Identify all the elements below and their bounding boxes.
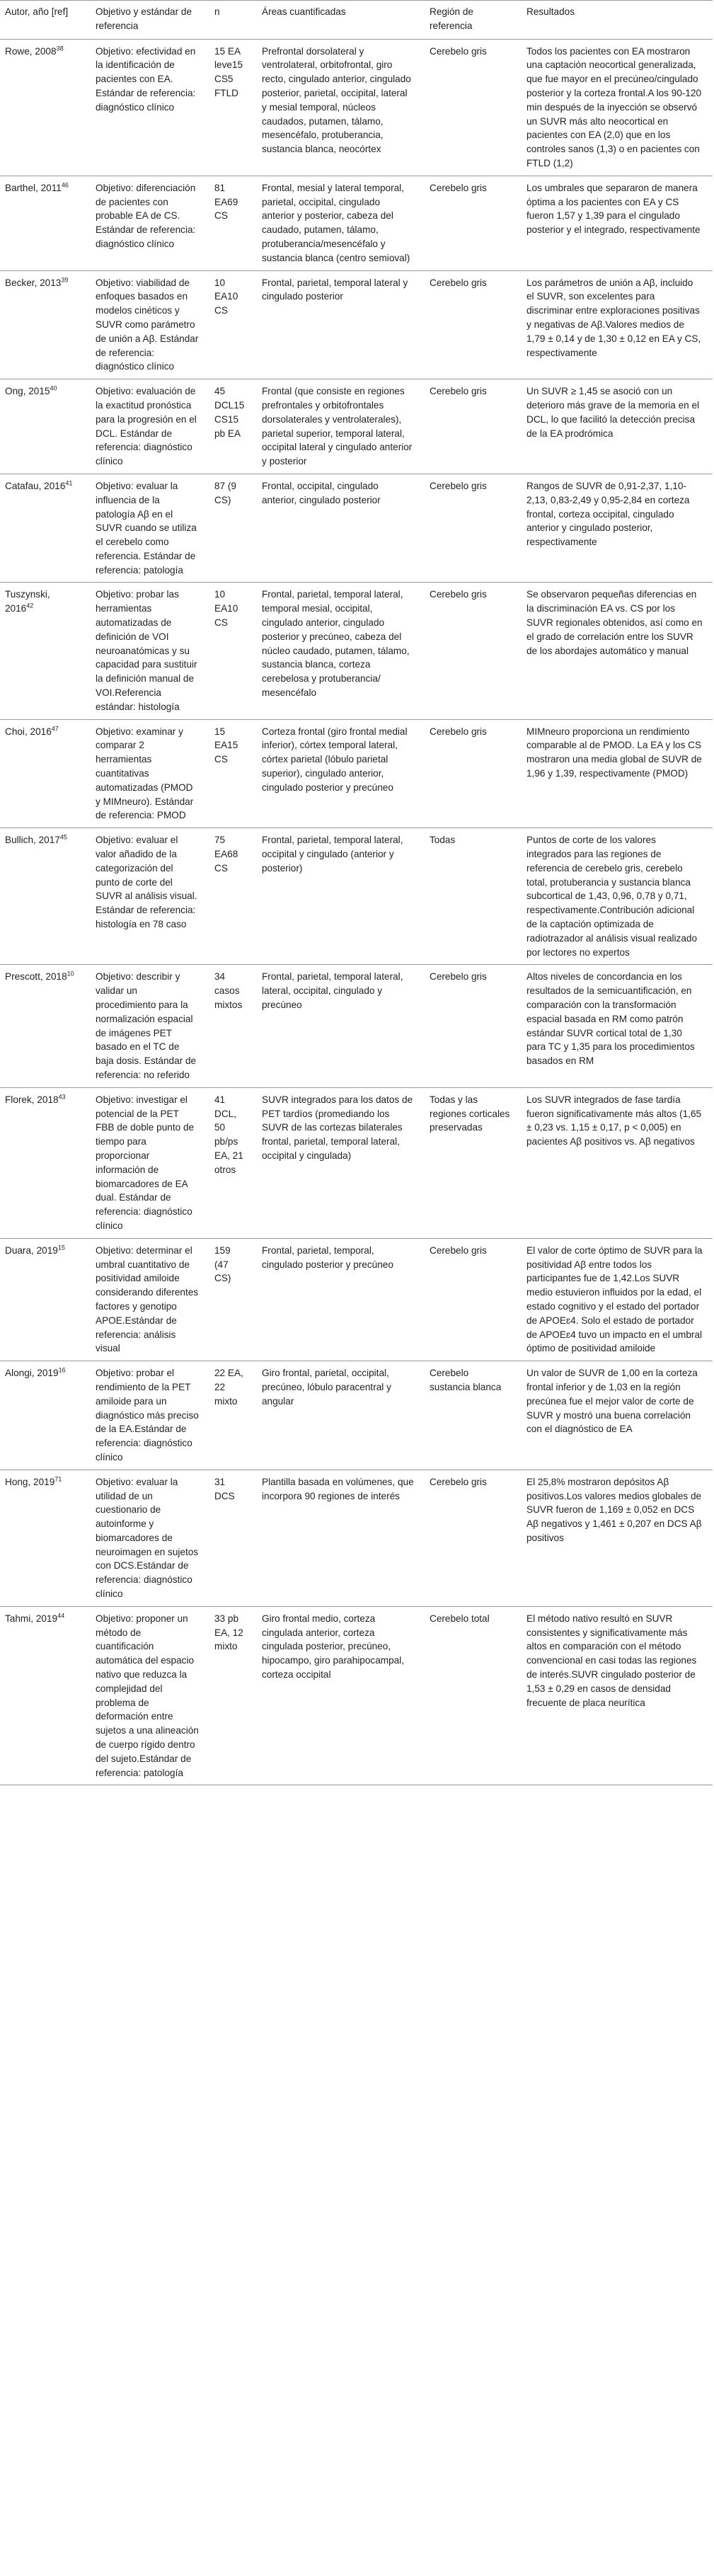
reference-number: 38 xyxy=(56,45,64,52)
reference-number: 16 xyxy=(58,1366,66,1374)
cell-objective: Objetivo: evaluar la utilidad de un cuestionario de autoinforme y biomarcadores de neuroimagen en sujetos con DCS.Estándar de referencia: diagnóstico clínico xyxy=(91,1470,209,1606)
cell-areas: Giro frontal medio, corteza cingulada anterior, corteza cingulada posterior, precúneo, hipocampo, giro parahipocampal, corteza occipital xyxy=(257,1606,425,1785)
author-text: Alongi, 2019 xyxy=(5,1368,59,1379)
cell-region: Cerebelo gris xyxy=(425,1238,522,1361)
cell-areas: Frontal, mesial y lateral temporal, parietal, occipital, cingulado anterior y posterior, cabeza del caudado, putamen, tálamo, protuberancia/mesencéfalo y sustancia blanca (centro semioval) xyxy=(257,176,425,270)
cell-n: 31 DCS xyxy=(209,1470,257,1606)
cell-areas: Frontal, parietal, temporal lateral, occipital y cingulado (anterior y posterior) xyxy=(257,828,425,965)
cell-areas: Frontal, occipital, cingulado anterior, cingulado posterior xyxy=(257,474,425,583)
cell-areas: Frontal, parietal, temporal lateral y cingulado posterior xyxy=(257,270,425,379)
reference-number: 39 xyxy=(61,276,69,284)
cell-areas: Plantilla basada en volúmenes, que incorpora 90 regiones de interés xyxy=(257,1470,425,1606)
cell-results: Todos los pacientes con EA mostraron una captación neocortical generalizada, que fue mayor en el precúneo/cingulado posterior y la corteza frontal.A los 90-120 min después de la inyección se observó un SUVR más alto neocortical en pacientes con EA (2,0) que en los controles sanos (1,3) o en pacientes con FTLD (1,2) xyxy=(522,39,713,176)
reference-number: 10 xyxy=(67,970,74,978)
author-text: Tahmi, 2019 xyxy=(5,1613,58,1624)
cell-objective: Objetivo: determinar el umbral cuantitativo de positividad amiloide considerando diferentes factores y genotipo APOE.Estándar de referencia: análisis visual xyxy=(91,1238,209,1361)
reference-number: 40 xyxy=(50,384,57,392)
reference-number: 42 xyxy=(26,602,34,609)
header-region: Región de referencia xyxy=(425,1,522,40)
cell-results: El 25,8% mostraron depósitos Aβ positivos.Los valores medios globales de SUVR fueron de 1,169 ± 0,052 en DCS Aβ negativos y 1,461 ± 0,207 en DCS Aβ positivos xyxy=(522,1470,713,1606)
cell-areas: Frontal, parietal, temporal lateral, lateral, occipital, cingulado y precúneo xyxy=(257,965,425,1087)
cell-objective: Objetivo: describir y validar un procedimiento para la normalización espacial de imágenes PET basado en el TC de baja dosis. Estándar de referencia: no referido xyxy=(91,965,209,1087)
cell-results: Altos niveles de concordancia en los resultados de la semicuantificación, en comparación con la transformación espacial basada en RM como patrón estándar SUVR cortical total de 1,30 para TC y 1,35 para los procedimientos basados en RM xyxy=(522,965,713,1087)
cell-objective: Objetivo: viabilidad de enfoques basados en modelos cinéticos y SUVR como parámetro de unión a Aβ. Estándar de referencia: diagnóstico clínico xyxy=(91,270,209,379)
author-text: Catafau, 2016 xyxy=(5,480,66,491)
cell-region: Cerebelo gris xyxy=(425,583,522,719)
cell-region: Cerebelo gris xyxy=(425,270,522,379)
cell-results: MIMneuro proporciona un rendimiento comparable al de PMOD. La EA y los CS mostraron una media global de SUVR de 1,96 y 1,39, respectivamente (PMOD) xyxy=(522,719,713,828)
header-objective: Objetivo y estándar de referencia xyxy=(91,1,209,40)
cell-region: Todas xyxy=(425,828,522,965)
cell-n: 10 EA10 CS xyxy=(209,270,257,379)
author-text: Tuszynski, 2016 xyxy=(5,589,50,614)
author-text: Barthel, 2011 xyxy=(5,182,62,193)
cell-author xyxy=(0,1238,91,1361)
reference-number: 71 xyxy=(54,1475,62,1483)
table-row xyxy=(0,583,713,719)
author-text: Rowe, 2008 xyxy=(5,45,57,57)
header-row xyxy=(0,1,713,40)
cell-areas: SUVR integrados para los datos de PET tardíos (promediando los SUVR de las cortezas bilaterales frontal, parietal, temporal lateral, occipital y cingulada) xyxy=(257,1087,425,1238)
cell-author xyxy=(0,965,91,1087)
cell-author xyxy=(0,270,91,379)
cell-results: Los umbrales que separaron de manera óptima a los pacientes con EA y CS fueron 1,57 y 1,39 para el cingulado posterior y el integrado, respectivamente xyxy=(522,176,713,270)
cell-author xyxy=(0,39,91,176)
cell-author xyxy=(0,1606,91,1785)
reference-number: 44 xyxy=(57,1612,65,1620)
table-row xyxy=(0,1087,713,1238)
table-row xyxy=(0,1361,713,1470)
cell-n: 10 EA10 CS xyxy=(209,583,257,719)
cell-objective: Objetivo: efectividad en la identificación de pacientes con EA. Estándar de referencia: diagnóstico clínico xyxy=(91,39,209,176)
table-row xyxy=(0,965,713,1087)
cell-region: Cerebelo gris xyxy=(425,474,522,583)
table-row xyxy=(0,176,713,270)
table-row xyxy=(0,828,713,965)
table-row xyxy=(0,474,713,583)
table-row xyxy=(0,1470,713,1606)
cell-objective: Objetivo: probar las herramientas automatizadas de definición de VOI neuroanatómicas y su capacidad para sustituir la definición manual de VOI.Referencia estándar: histología xyxy=(91,583,209,719)
cell-author xyxy=(0,379,91,474)
reference-number: 47 xyxy=(51,725,59,733)
author-text: Florek, 2018 xyxy=(5,1094,59,1105)
cell-region: Cerebelo sustancia blanca xyxy=(425,1361,522,1470)
cell-region: Cerebelo gris xyxy=(425,379,522,474)
cell-n: 87 (9 CS) xyxy=(209,474,257,583)
cell-objective: Objetivo: examinar y comparar 2 herramientas cuantitativas automatizadas (PMOD y MIMneuro). Estándar de referencia: PMOD xyxy=(91,719,209,828)
cell-results: Un valor de SUVR de 1,00 en la corteza frontal inferior y de 1,03 en la región precúnea fue el mejor valor de corte de SUVR y mostró una buena correlación con el diagnóstico de EA xyxy=(522,1361,713,1470)
cell-n: 41 DCL, 50 pb/ps EA, 21 otros xyxy=(209,1087,257,1238)
reference-number: 43 xyxy=(58,1093,66,1101)
cell-results: El valor de corte óptimo de SUVR para la positividad Aβ entre todos los participantes fue de 1,42.Los SUVR medio estuvieron influidos por la edad, el estado cognitivo y el estado del portador de APOEɛ4. Solo el estado de portador de APOEɛ4 tuvo un impacto en el umbral óptimo de positividad amiloide xyxy=(522,1238,713,1361)
cell-objective: Objetivo: probar el rendimiento de la PET amiloide para un diagnóstico más preciso de la EA.Estándar de referencia: diagnóstico clínico xyxy=(91,1361,209,1470)
cell-author xyxy=(0,1087,91,1238)
cell-region: Cerebelo gris xyxy=(425,176,522,270)
cell-author xyxy=(0,1470,91,1606)
author-text: Becker, 2013 xyxy=(5,277,62,288)
header-areas: Áreas cuantificadas xyxy=(257,1,425,40)
table-row xyxy=(0,270,713,379)
cell-objective: Objetivo: proponer un método de cuantificación automática del espacio nativo que reduzca la complejidad del problema de deformación entre sujetos a una alineación de cuerpo rígido dentro del sujeto.Estándar de referencia: patología xyxy=(91,1606,209,1785)
cell-results: Un SUVR ≥ 1,45 se asoció con un deterioro más grave de la memoria en el DCL, lo que facilitó la detección precisa de la EA prodrómica xyxy=(522,379,713,474)
table-header xyxy=(0,1,713,40)
cell-region: Cerebelo gris xyxy=(425,39,522,176)
table-row xyxy=(0,719,713,828)
cell-n: 159 (47 CS) xyxy=(209,1238,257,1361)
cell-results: Los parámetros de unión a Aβ, incluido el SUVR, son excelentes para discriminar entre exploraciones positivas y negativas de Aβ.Valores medios de 1,79 ± 0,14 y de 1,30 ± 0,12 en EA y CS, respectivamente xyxy=(522,270,713,379)
header-results: Resultados xyxy=(522,1,713,40)
reference-number: 41 xyxy=(65,479,73,487)
cell-n: 22 EA, 22 mixto xyxy=(209,1361,257,1470)
cell-author xyxy=(0,474,91,583)
cell-objective: Objetivo: investigar el potencial de la PET FBB de doble punto de tiempo para proporcionar información de biomarcadores de EA dual. Estándar de referencia: diagnóstico clínico xyxy=(91,1087,209,1238)
author-text: Bullich, 2017 xyxy=(5,835,60,846)
cell-results: Puntos de corte de los valores integrados para las regiones de referencia de cerebelo gris, cerebelo total, protuberancia y sustancia blanca subcortical de 1,43, 0,96, 0,78 y 0,71, respectivamente.Contribución adicional de la captación optimizada de radiotrazador al análisis visual realizado por lectores no expertos xyxy=(522,828,713,965)
cell-results: Se observaron pequeñas diferencias en la discriminación EA vs. CS por los SUVR regionales obtenidos, así como en el grado de correlación entre los SUVR de los abordajes automático y manual xyxy=(522,583,713,719)
author-text: Ong, 2015 xyxy=(5,386,50,397)
cell-author xyxy=(0,1361,91,1470)
cell-areas: Prefrontal dorsolateral y ventrolateral, orbitofrontal, giro recto, cingulado anterior, cingulado posterior, parietal, occipital, lateral y mesial temporal, núcleos caudados, putamen, tálamo, mesencéfalo, protuberancia, sustancia blanca, neocórtex xyxy=(257,39,425,176)
reference-number: 15 xyxy=(57,1244,65,1252)
reference-number: 46 xyxy=(61,181,69,189)
cell-region: Cerebelo gris xyxy=(425,719,522,828)
cell-region: Cerebelo total xyxy=(425,1606,522,1785)
cell-results: El método nativo resultó en SUVR consistentes y significativamente más altos en comparación con el método convencional en casi todas las regiones de interés.SUVR cingulado posterior de 1,53 ± 0,29 en casos de densidad frecuente de placa neurítica xyxy=(522,1606,713,1785)
cell-areas: Giro frontal, parietal, occipital, precúneo, lóbulo paracentral y angular xyxy=(257,1361,425,1470)
cell-objective: Objetivo: evaluación de la exactitud pronóstica para la progresión en el DCL. Estándar de referencia: diagnóstico clínico xyxy=(91,379,209,474)
author-text: Prescott, 2018 xyxy=(5,971,67,983)
cell-n: 34 casos mixtos xyxy=(209,965,257,1087)
cell-objective: Objetivo: evaluar la influencia de la patología Aβ en el SUVR cuando se utiliza el cerebelo como referencia. Estándar de referencia: patología xyxy=(91,474,209,583)
cell-objective: Objetivo: diferenciación de pacientes con probable EA de CS. Estándar de referencia: diagnóstico clínico xyxy=(91,176,209,270)
table-row xyxy=(0,1606,713,1785)
cell-results: Los SUVR integrados de fase tardía fueron significativamente más altos (1,65 ± 0,23 vs. 1,15 ± 0,17, p < 0,005) en pacientes Aβ positivos vs. Aβ negativos xyxy=(522,1087,713,1238)
cell-objective: Objetivo: evaluar el valor añadido de la categorización del punto de corte del SUVR al análisis visual. Estándar de referencia: histología en 78 caso xyxy=(91,828,209,965)
cell-areas: Frontal, parietal, temporal lateral, temporal mesial, occipital, cingulado anterior, cingulado posterior y precúneo, cabeza del núcleo caudado, putamen, tálamo, sustancia blanca, corteza cerebelosa y protuberancia/ mesencéfalo xyxy=(257,583,425,719)
cell-author xyxy=(0,719,91,828)
table-row xyxy=(0,379,713,474)
header-author: Autor, año [ref] xyxy=(0,1,91,40)
table-row xyxy=(0,39,713,176)
author-text: Hong, 2019 xyxy=(5,1476,55,1487)
cell-areas: Frontal (que consiste en regiones prefrontales y orbitofrontales dorsolaterales y ventrolaterales), parietal superior, temporal lateral, occipital lateral y cingulado anterior y posterior xyxy=(257,379,425,474)
cell-region: Cerebelo gris xyxy=(425,965,522,1087)
cell-areas: Frontal, parietal, temporal, cingulado posterior y precúneo xyxy=(257,1238,425,1361)
cell-results: Rangos de SUVR de 0,91-2,37, 1,10-2,13, 0,83-2,49 y 0,95-2,84 en corteza frontal, corteza occipital, cingulado anterior y cingulado posterior, respectivamente xyxy=(522,474,713,583)
cell-n: 15 EA leve15 CS5 FTLD xyxy=(209,39,257,176)
cell-n: 15 EA15 CS xyxy=(209,719,257,828)
author-text: Duara, 2019 xyxy=(5,1244,58,1256)
cell-region: Todas y las regiones corticales preservadas xyxy=(425,1087,522,1238)
cell-n: 45 DCL15 CS15 pb EA xyxy=(209,379,257,474)
author-text: Choi, 2016 xyxy=(5,726,52,737)
cell-author xyxy=(0,828,91,965)
reference-number: 45 xyxy=(59,833,67,841)
header-n: n xyxy=(209,1,257,40)
cell-areas: Corteza frontal (giro frontal medial inferior), córtex temporal lateral, córtex parietal (lóbulo parietal superior), cingulado anterior, cingulado posterior y precúneo xyxy=(257,719,425,828)
cell-region: Cerebelo gris xyxy=(425,1470,522,1606)
table-body xyxy=(0,39,713,1785)
cell-n: 33 pb EA, 12 mixto xyxy=(209,1606,257,1785)
cell-author xyxy=(0,583,91,719)
table-row xyxy=(0,1238,713,1361)
cell-author xyxy=(0,176,91,270)
cell-n: 75 EA68 CS xyxy=(209,828,257,965)
cell-n: 81 EA69 CS xyxy=(209,176,257,270)
